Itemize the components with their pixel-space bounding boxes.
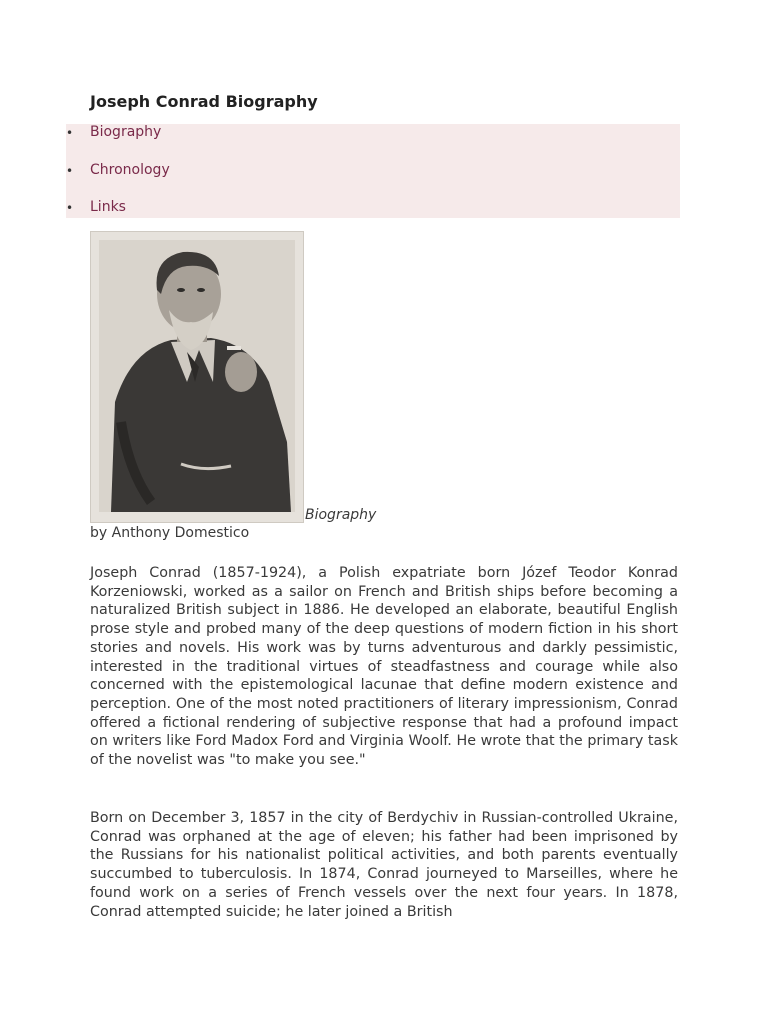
bullet-icon: • [66,201,74,215]
portrait-caption: Biography [305,507,377,523]
bullet-icon: • [66,164,74,178]
nav-link-links[interactable]: Links [90,199,126,215]
article-paragraph: Joseph Conrad (1857-1924), a Polish expatriate born Józef Teodor Konrad Korzeniowski, worked as a sailor on French and British ships before becoming a naturalized British subject in 1886. He developed an elaborate, beautiful English prose style and probed many of the deep questions of modern fiction in his short stories and novels. His work was by turns adventurous and darkly pessimistic, interested in the traditional virtues of steadfastness and courage while also concerned with the epistemological lacunae that define modern existence and perception. One of the most noted practitioners of literary impressionism, Conrad offered a fictional rendering of subjective response that had a profound impact on writers like Ford Madox Ford and Virginia Woolf. He wrote that the primary task of the novelist was "to make you see." [90,565,678,769]
article-paragraph: Born on December 3, 1857 in the city of Berdychiv in Russian-controlled Ukraine, Conrad was orphaned at the age of eleven; his father had been imprisoned by the Russians for his nationalist political activities, and both parents eventually succumbed to tuberculosis. In 1874, Conrad journeyed to Marseilles, where he found work on a series of French vessels over the next four years. In 1878, Conrad attempted suicide; he later joined a British [90,810,678,920]
bullet-icon: • [66,126,74,140]
page-title: Joseph Conrad Biography [90,92,318,111]
author-byline: by Anthony Domestico [90,525,250,541]
nav-link-chronology[interactable]: Chronology [90,162,170,178]
nav-link-biography[interactable]: Biography [90,124,162,140]
section-nav [66,124,680,218]
portrait-image [91,232,303,522]
author-portrait [90,231,304,523]
